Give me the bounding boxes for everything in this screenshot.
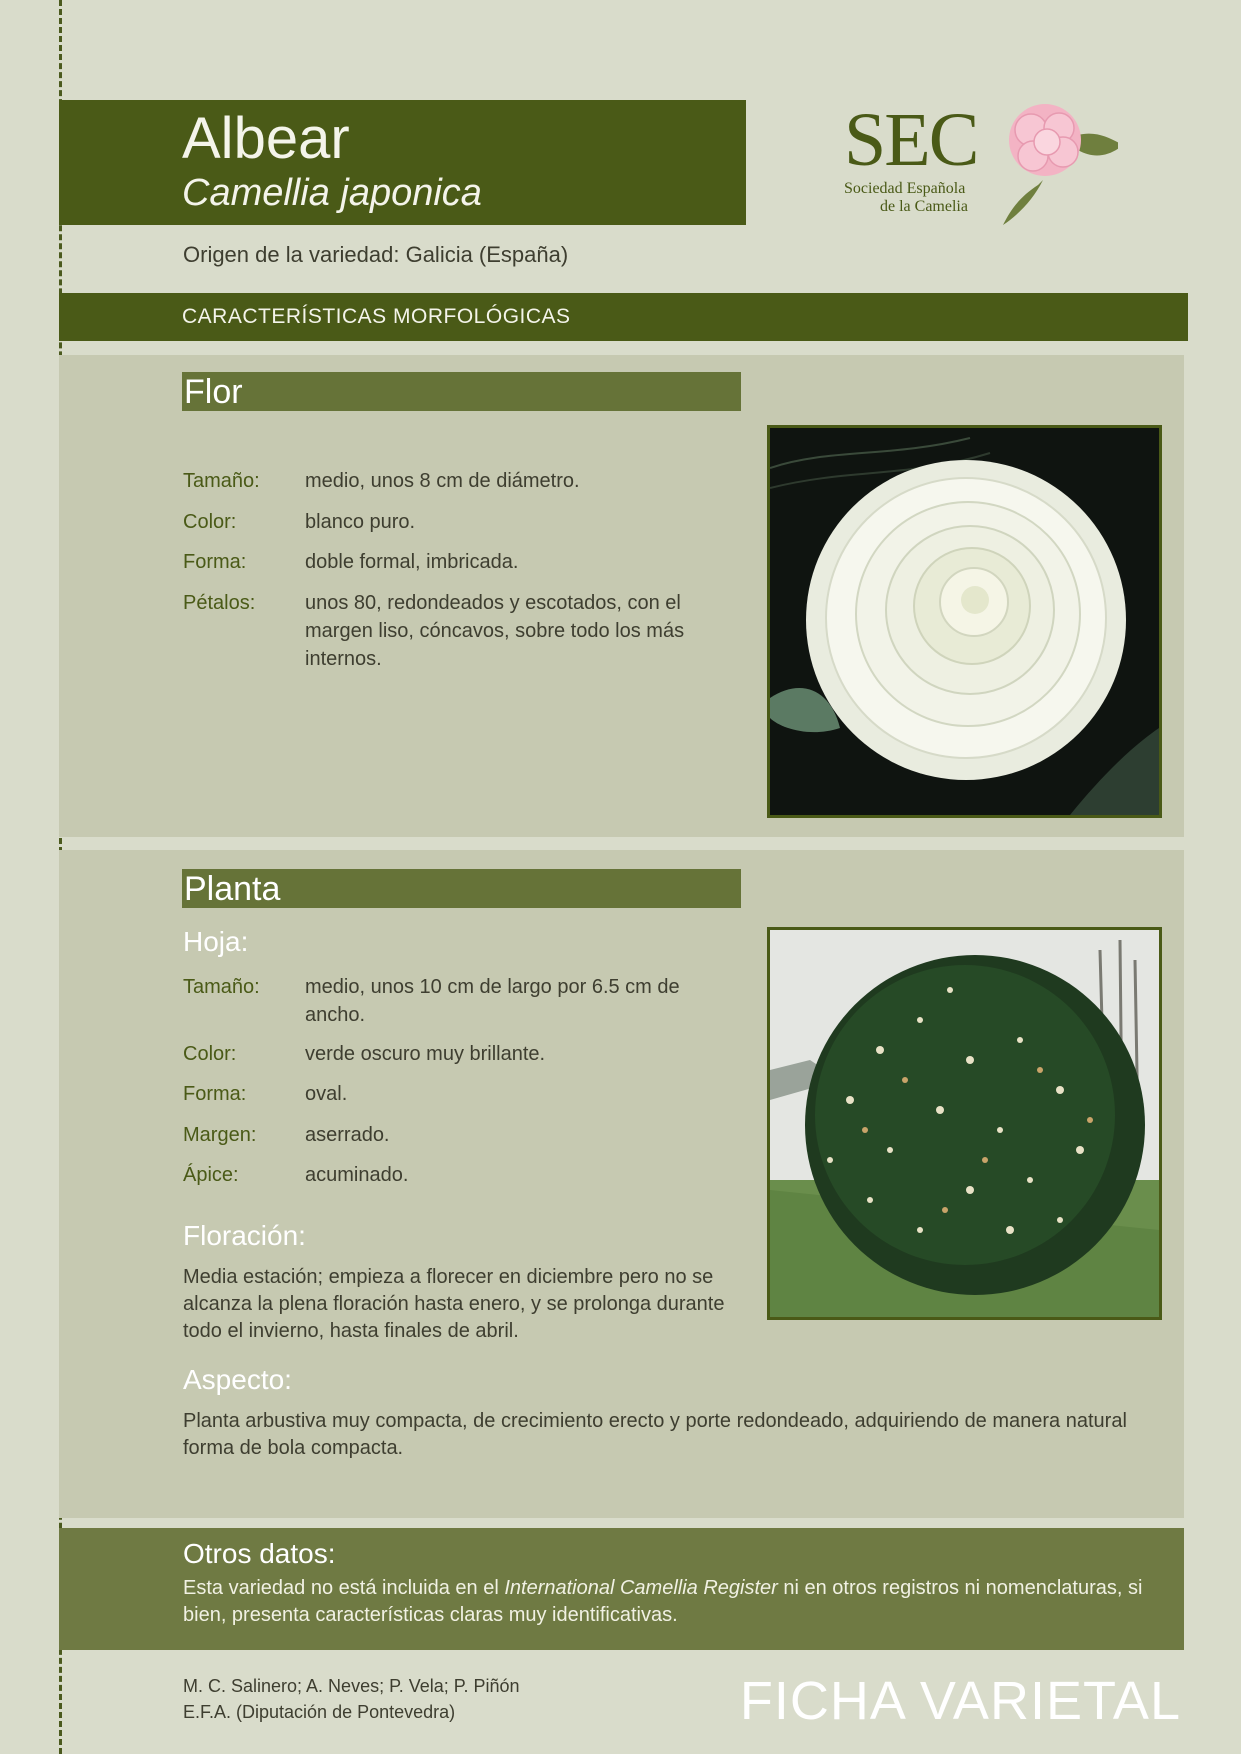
- plant-photo: [767, 927, 1162, 1320]
- aspecto-subheading: Aspecto:: [183, 1364, 292, 1395]
- otros-datos-heading: Otros datos:: [183, 1538, 336, 1569]
- row-value: medio, unos 10 cm de largo por 6.5 cm de ancho.: [305, 976, 680, 1026]
- logo-line-1: Sociedad Española: [844, 180, 966, 197]
- row-label: Forma:: [183, 1083, 247, 1105]
- floracion-subheading: Floración:: [183, 1220, 306, 1251]
- row-label: Color:: [183, 511, 237, 533]
- flower-photo: [767, 425, 1162, 818]
- otros-datos-panel: [59, 1528, 1184, 1650]
- species-name: Camellia japonica: [182, 172, 482, 214]
- authors-institution: E.F.A. (Diputación de Pontevedra): [183, 1702, 456, 1722]
- ficha-varietal-label: FICHA VARIETAL: [739, 1671, 1181, 1731]
- sec-logo: [838, 100, 1118, 230]
- title-block: [59, 100, 746, 225]
- otros-text-after: ni en otros registros ni nomenclaturas, si bien, presenta características claras muy identificativas.: [183, 1577, 1143, 1626]
- row-value: oval.: [305, 1083, 348, 1105]
- row-label: Tamaño:: [183, 470, 260, 492]
- aspecto-text: Planta arbustiva muy compacta, de crecimiento erecto y porte redondeado, adquiriendo de manera natural forma de bola compacta.: [183, 1410, 1127, 1459]
- row-value: medio, unos 8 cm de diámetro.: [305, 470, 580, 492]
- camellia-logo-icon: [963, 100, 1118, 230]
- planta-panel: [59, 850, 1184, 1518]
- otros-text-before: Esta variedad no está incluida en el: [183, 1577, 505, 1599]
- otros-datos-text: [183, 1575, 1163, 1629]
- morphological-characteristics-bar: CARACTERÍSTICAS MORFOLÓGICAS: [59, 293, 1188, 341]
- flor-heading: Flor: [182, 372, 741, 411]
- row-label: Margen:: [183, 1124, 257, 1146]
- footer-authors: [183, 1673, 520, 1725]
- row-label: Ápice:: [183, 1164, 239, 1186]
- logo-line-2: de la Camelia: [880, 198, 968, 215]
- logo-acronym: SEC: [844, 98, 978, 182]
- authors-names: M. C. Salinero; A. Neves; P. Vela; P. Piñón: [183, 1676, 520, 1696]
- hoja-subheading: Hoja:: [183, 926, 249, 957]
- row-label: Tamaño:: [183, 976, 260, 998]
- row-label: Color:: [183, 1043, 237, 1065]
- row-label: Pétalos:: [183, 592, 256, 614]
- planta-heading: Planta: [182, 869, 741, 908]
- variety-origin: Origen de la variedad: Galicia (España): [183, 242, 569, 267]
- row-value: blanco puro.: [305, 511, 416, 533]
- flor-panel: [59, 355, 1184, 837]
- otros-text-register: International Camellia Register: [504, 1577, 778, 1599]
- floracion-text: Media estación; empieza a florecer en diciembre pero no se alcanza la plena floración hasta enero, y se prolonga durante todo el invierno, hasta finales de abril.: [183, 1266, 725, 1342]
- variety-title: Albear: [182, 106, 350, 171]
- row-value: verde oscuro muy brillante.: [305, 1043, 546, 1065]
- row-value: acuminado.: [305, 1164, 409, 1186]
- row-value: doble formal, imbricada.: [305, 551, 519, 573]
- row-value: aserrado.: [305, 1124, 390, 1146]
- row-label: Forma:: [183, 551, 247, 573]
- row-value: unos 80, redondeados y escotados, con el margen liso, cóncavos, sobre todo los más internos.: [305, 592, 685, 670]
